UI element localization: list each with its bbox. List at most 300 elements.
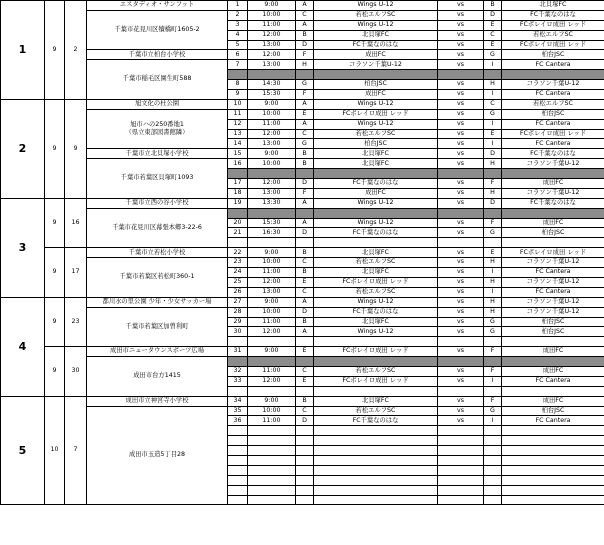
home-code: A: [296, 99, 314, 109]
home-code: E: [296, 347, 314, 357]
home-team: Wings U-12: [314, 1, 438, 11]
kickoff-time: [248, 485, 296, 495]
away-code: I: [484, 416, 502, 426]
away-team: 成田FC: [502, 179, 604, 189]
home-team: 若松エルフSC: [314, 10, 438, 20]
venue-name: 成田市立神宮寺小学校: [87, 396, 228, 406]
home-team: 若松エルフSC: [314, 129, 438, 139]
versus-label: [438, 436, 484, 446]
home-code: [296, 169, 314, 179]
match-number: 36: [228, 416, 248, 426]
versus-label: vs: [438, 297, 484, 307]
versus-label: vs: [438, 307, 484, 317]
home-code: [296, 238, 314, 248]
match-row: [1, 99, 604, 109]
away-code: E: [484, 129, 502, 139]
away-code: E: [484, 40, 502, 50]
venue-address-line: 旭市ハの250番地1: [130, 120, 184, 128]
home-team: [314, 337, 438, 347]
kickoff-time: 12:00: [248, 327, 296, 337]
away-team: FC千葉なのはな: [502, 10, 604, 20]
away-team: FC Cantera: [502, 139, 604, 149]
venue-address-line: 千葉市花見川区幕張本郷3-22-6: [112, 223, 202, 231]
versus-label: vs: [438, 228, 484, 238]
match-number: [228, 169, 248, 179]
venue-address: [87, 208, 228, 248]
away-code: [484, 446, 502, 456]
away-code: I: [484, 287, 502, 297]
match-number: 17: [228, 179, 248, 189]
home-code: C: [296, 406, 314, 416]
away-team: 柏台JSC: [502, 406, 604, 416]
home-code: A: [296, 198, 314, 208]
versus-label: vs: [438, 20, 484, 30]
home-code: B: [296, 159, 314, 169]
match-number: 10: [228, 99, 248, 109]
venue-address: [87, 159, 228, 199]
versus-label: [438, 357, 484, 367]
match-row: [1, 109, 604, 119]
kickoff-time: 13:00: [248, 40, 296, 50]
kickoff-time: [248, 475, 296, 485]
round-number: 1: [1, 1, 45, 100]
home-code: A: [296, 218, 314, 228]
versus-label: [438, 426, 484, 436]
home-team: FC千葉なのはな: [314, 416, 438, 426]
venue-address-line: 成田市台方1415: [133, 372, 181, 380]
match-row: [1, 198, 604, 208]
away-code: F: [484, 347, 502, 357]
versus-label: [438, 446, 484, 456]
home-code: [296, 446, 314, 456]
away-team: 成田FC: [502, 366, 604, 376]
home-code: B: [296, 268, 314, 278]
home-team: [314, 436, 438, 446]
match-number: 12: [228, 119, 248, 129]
round-number: 2: [1, 99, 45, 198]
home-team: Wings U-12: [314, 198, 438, 208]
home-team: 北貝塚FC: [314, 396, 438, 406]
versus-label: vs: [438, 396, 484, 406]
away-team: 成田FC: [502, 396, 604, 406]
versus-label: [438, 70, 484, 80]
away-code: H: [484, 80, 502, 90]
home-code: F: [296, 50, 314, 60]
month-cell: 9: [45, 297, 65, 346]
venue-name: 千葉市立北貝塚小学校: [87, 149, 228, 159]
match-number: 9: [228, 90, 248, 100]
match-number: 25: [228, 277, 248, 287]
away-team: [502, 455, 604, 465]
away-code: D: [484, 198, 502, 208]
versus-label: vs: [438, 287, 484, 297]
match-number: 4: [228, 30, 248, 40]
match-row: [1, 297, 604, 307]
home-team: 若松エルフSC: [314, 366, 438, 376]
away-team: 成田FC: [502, 347, 604, 357]
versus-label: vs: [438, 109, 484, 119]
kickoff-time: 9:00: [248, 297, 296, 307]
away-code: I: [484, 139, 502, 149]
home-code: A: [296, 1, 314, 11]
home-code: A: [296, 119, 314, 129]
away-code: E: [484, 20, 502, 30]
kickoff-time: [248, 455, 296, 465]
home-team: 成田FC: [314, 188, 438, 198]
home-team: Wings U-12: [314, 218, 438, 228]
away-team: [502, 337, 604, 347]
home-code: [296, 436, 314, 446]
kickoff-time: 12:00: [248, 129, 296, 139]
match-number: 19: [228, 198, 248, 208]
day-cell: 17: [65, 248, 87, 297]
kickoff-time: 10:00: [248, 406, 296, 416]
match-number: 3: [228, 20, 248, 30]
home-code: B: [296, 248, 314, 258]
kickoff-time: [248, 169, 296, 179]
kickoff-time: [248, 495, 296, 505]
versus-label: vs: [438, 60, 484, 70]
away-team: [502, 70, 604, 80]
versus-label: [438, 465, 484, 475]
month-cell: 9: [45, 198, 65, 247]
away-code: F: [484, 218, 502, 228]
away-team: FC Cantera: [502, 90, 604, 100]
away-code: G: [484, 406, 502, 416]
away-code: G: [484, 317, 502, 327]
away-code: [484, 238, 502, 248]
month-cell: 9: [45, 1, 65, 100]
away-team: [502, 465, 604, 475]
away-team: 若松エルフSC: [502, 30, 604, 40]
match-number: 31: [228, 347, 248, 357]
away-code: [484, 465, 502, 475]
home-code: [296, 495, 314, 505]
match-number: 35: [228, 406, 248, 416]
away-team: コラソン千葉U-12: [502, 307, 604, 317]
day-cell: 16: [65, 198, 87, 247]
venue-address: [87, 258, 228, 298]
match-row: [1, 396, 604, 406]
match-row: [1, 149, 604, 159]
versus-label: vs: [438, 159, 484, 169]
match-number: [228, 70, 248, 80]
away-code: D: [484, 149, 502, 159]
versus-label: [438, 485, 484, 495]
home-team: FCボレイロ成田 レッド: [314, 277, 438, 287]
month-cell: 9: [45, 99, 65, 198]
versus-label: vs: [438, 198, 484, 208]
versus-label: [438, 455, 484, 465]
venue-name: エスタディオ・サンフット: [87, 1, 228, 11]
home-team: [314, 238, 438, 248]
home-team: 若松エルフSC: [314, 287, 438, 297]
match-number: 20: [228, 218, 248, 228]
home-code: C: [296, 258, 314, 268]
away-code: [484, 357, 502, 367]
away-code: [484, 436, 502, 446]
match-number: [228, 337, 248, 347]
home-team: [314, 485, 438, 495]
match-number: 22: [228, 248, 248, 258]
day-cell: 9: [65, 99, 87, 198]
home-code: A: [296, 297, 314, 307]
home-code: E: [296, 376, 314, 386]
match-row: [1, 347, 604, 357]
match-number: [228, 238, 248, 248]
away-code: H: [484, 277, 502, 287]
away-code: G: [484, 327, 502, 337]
away-code: [484, 386, 502, 396]
away-team: 柏台JSC: [502, 109, 604, 119]
versus-label: [438, 169, 484, 179]
versus-label: vs: [438, 416, 484, 426]
match-row: [1, 1, 604, 11]
versus-label: vs: [438, 1, 484, 11]
versus-label: [438, 238, 484, 248]
kickoff-time: 10:00: [248, 10, 296, 20]
match-row: [1, 406, 604, 416]
kickoff-time: 12:00: [248, 376, 296, 386]
match-number: 16: [228, 159, 248, 169]
venue-name: 都川水の里公園 少年・少女サッカー場: [87, 297, 228, 307]
versus-label: vs: [438, 188, 484, 198]
home-code: D: [296, 179, 314, 189]
home-team: [314, 357, 438, 367]
home-team: 若松エルフSC: [314, 258, 438, 268]
match-row: [1, 50, 604, 60]
away-code: E: [484, 248, 502, 258]
home-team: Wings U-12: [314, 297, 438, 307]
home-code: F: [296, 188, 314, 198]
home-team: 若松エルフSC: [314, 406, 438, 416]
venue-address-line: 成田市玉造5丁目28: [128, 451, 186, 459]
match-number: 7: [228, 60, 248, 70]
venue-address-line: 千葉市若葉区加曽利町: [125, 322, 189, 330]
away-team: FC Cantera: [502, 119, 604, 129]
away-code: H: [484, 307, 502, 317]
away-team: コラソン千葉U-12: [502, 188, 604, 198]
kickoff-time: 9:00: [248, 149, 296, 159]
match-number: 26: [228, 287, 248, 297]
kickoff-time: [248, 426, 296, 436]
venue-address: [87, 406, 228, 505]
schedule-body: [1, 1, 604, 505]
versus-label: [438, 495, 484, 505]
match-number: [228, 455, 248, 465]
away-team: [502, 238, 604, 248]
kickoff-time: 10:00: [248, 109, 296, 119]
kickoff-time: 13:00: [248, 60, 296, 70]
away-code: F: [484, 396, 502, 406]
away-team: 北貝塚FC: [502, 1, 604, 11]
home-code: H: [296, 60, 314, 70]
away-team: コラソン千葉U-12: [502, 277, 604, 287]
match-number: 5: [228, 40, 248, 50]
home-code: D: [296, 307, 314, 317]
home-team: Wings U-12: [314, 327, 438, 337]
venue-address: [87, 10, 228, 50]
home-code: [296, 386, 314, 396]
home-team: FCボレイロ成田 レッド: [314, 376, 438, 386]
away-team: [502, 426, 604, 436]
kickoff-time: 15:30: [248, 90, 296, 100]
home-team: 北貝塚FC: [314, 30, 438, 40]
home-team: [314, 70, 438, 80]
home-code: B: [296, 30, 314, 40]
home-code: G: [296, 80, 314, 90]
home-team: [314, 208, 438, 218]
versus-label: vs: [438, 50, 484, 60]
kickoff-time: 13:30: [248, 198, 296, 208]
away-code: G: [484, 228, 502, 238]
match-number: 6: [228, 50, 248, 60]
away-code: D: [484, 10, 502, 20]
versus-label: vs: [438, 119, 484, 129]
away-team: コラソン千葉U-12: [502, 258, 604, 268]
kickoff-time: 12:00: [248, 277, 296, 287]
month-cell: 9: [45, 347, 65, 396]
day-cell: 23: [65, 297, 87, 346]
venue-address: [87, 60, 228, 100]
versus-label: vs: [438, 376, 484, 386]
day-cell: 2: [65, 1, 87, 100]
away-team: [502, 386, 604, 396]
away-team: コラソン千葉U-12: [502, 80, 604, 90]
versus-label: vs: [438, 406, 484, 416]
kickoff-time: 9:00: [248, 248, 296, 258]
away-code: G: [484, 50, 502, 60]
versus-label: [438, 386, 484, 396]
away-team: コラソン千葉U-12: [502, 297, 604, 307]
round-number: 3: [1, 198, 45, 297]
away-team: FC千葉なのはな: [502, 198, 604, 208]
away-code: [484, 426, 502, 436]
match-number: 32: [228, 366, 248, 376]
versus-label: vs: [438, 30, 484, 40]
round-number: 4: [1, 297, 45, 396]
away-team: [502, 495, 604, 505]
home-code: [296, 426, 314, 436]
match-row: [1, 258, 604, 268]
match-number: [228, 475, 248, 485]
match-number: [228, 208, 248, 218]
venue-address: [87, 357, 228, 397]
away-team: 成田FC: [502, 218, 604, 228]
versus-label: [438, 208, 484, 218]
home-team: 柏台JSC: [314, 80, 438, 90]
home-team: 北貝塚FC: [314, 317, 438, 327]
match-number: [228, 436, 248, 446]
away-team: [502, 446, 604, 456]
home-code: B: [296, 396, 314, 406]
home-code: C: [296, 129, 314, 139]
away-team: FCボレイロ成田 レッド: [502, 129, 604, 139]
versus-label: vs: [438, 366, 484, 376]
versus-label: [438, 475, 484, 485]
match-number: 11: [228, 109, 248, 119]
kickoff-time: [248, 238, 296, 248]
match-number: [228, 357, 248, 367]
away-code: F: [484, 179, 502, 189]
away-team: 柏台JSC: [502, 50, 604, 60]
away-team: [502, 475, 604, 485]
away-code: I: [484, 268, 502, 278]
match-number: 2: [228, 10, 248, 20]
kickoff-time: 13:00: [248, 139, 296, 149]
away-team: [502, 485, 604, 495]
home-code: C: [296, 10, 314, 20]
home-team: FC千葉なのはな: [314, 179, 438, 189]
match-row: [1, 307, 604, 317]
away-team: FC Cantera: [502, 376, 604, 386]
away-code: [484, 169, 502, 179]
home-team: [314, 475, 438, 485]
match-number: [228, 386, 248, 396]
home-team: 成田FC: [314, 90, 438, 100]
away-team: FC千葉なのはな: [502, 149, 604, 159]
kickoff-time: 15:30: [248, 218, 296, 228]
kickoff-time: 9:00: [248, 396, 296, 406]
away-code: H: [484, 159, 502, 169]
home-code: A: [296, 327, 314, 337]
match-number: 29: [228, 317, 248, 327]
away-code: [484, 455, 502, 465]
versus-label: vs: [438, 277, 484, 287]
home-team: [314, 495, 438, 505]
away-code: H: [484, 297, 502, 307]
away-team: [502, 436, 604, 446]
kickoff-time: 11:00: [248, 317, 296, 327]
venue-name: 千葉市立西の谷小学校: [87, 198, 228, 208]
match-number: 28: [228, 307, 248, 317]
round-number: 5: [1, 396, 45, 505]
away-team: [502, 357, 604, 367]
versus-label: vs: [438, 179, 484, 189]
home-code: E: [296, 277, 314, 287]
month-cell: 9: [45, 248, 65, 297]
kickoff-time: [248, 446, 296, 456]
away-code: [484, 208, 502, 218]
home-team: [314, 169, 438, 179]
versus-label: vs: [438, 99, 484, 109]
home-code: [296, 70, 314, 80]
match-number: 14: [228, 139, 248, 149]
kickoff-time: [248, 208, 296, 218]
versus-label: vs: [438, 268, 484, 278]
kickoff-time: 13:00: [248, 188, 296, 198]
versus-label: vs: [438, 347, 484, 357]
match-number: 18: [228, 188, 248, 198]
home-team: [314, 455, 438, 465]
kickoff-time: 9:00: [248, 1, 296, 11]
home-code: B: [296, 149, 314, 159]
venue-address-line: 千葉市花見川区犢橋町1605-2: [114, 25, 200, 33]
home-code: D: [296, 416, 314, 426]
away-code: I: [484, 60, 502, 70]
match-number: 33: [228, 376, 248, 386]
home-team: FC千葉なのはな: [314, 307, 438, 317]
home-code: [296, 485, 314, 495]
kickoff-time: [248, 465, 296, 475]
home-team: FCボレイロ成田 レッド: [314, 347, 438, 357]
home-code: G: [296, 139, 314, 149]
home-code: B: [296, 317, 314, 327]
away-code: I: [484, 376, 502, 386]
kickoff-time: [248, 337, 296, 347]
home-code: [296, 357, 314, 367]
away-code: [484, 70, 502, 80]
